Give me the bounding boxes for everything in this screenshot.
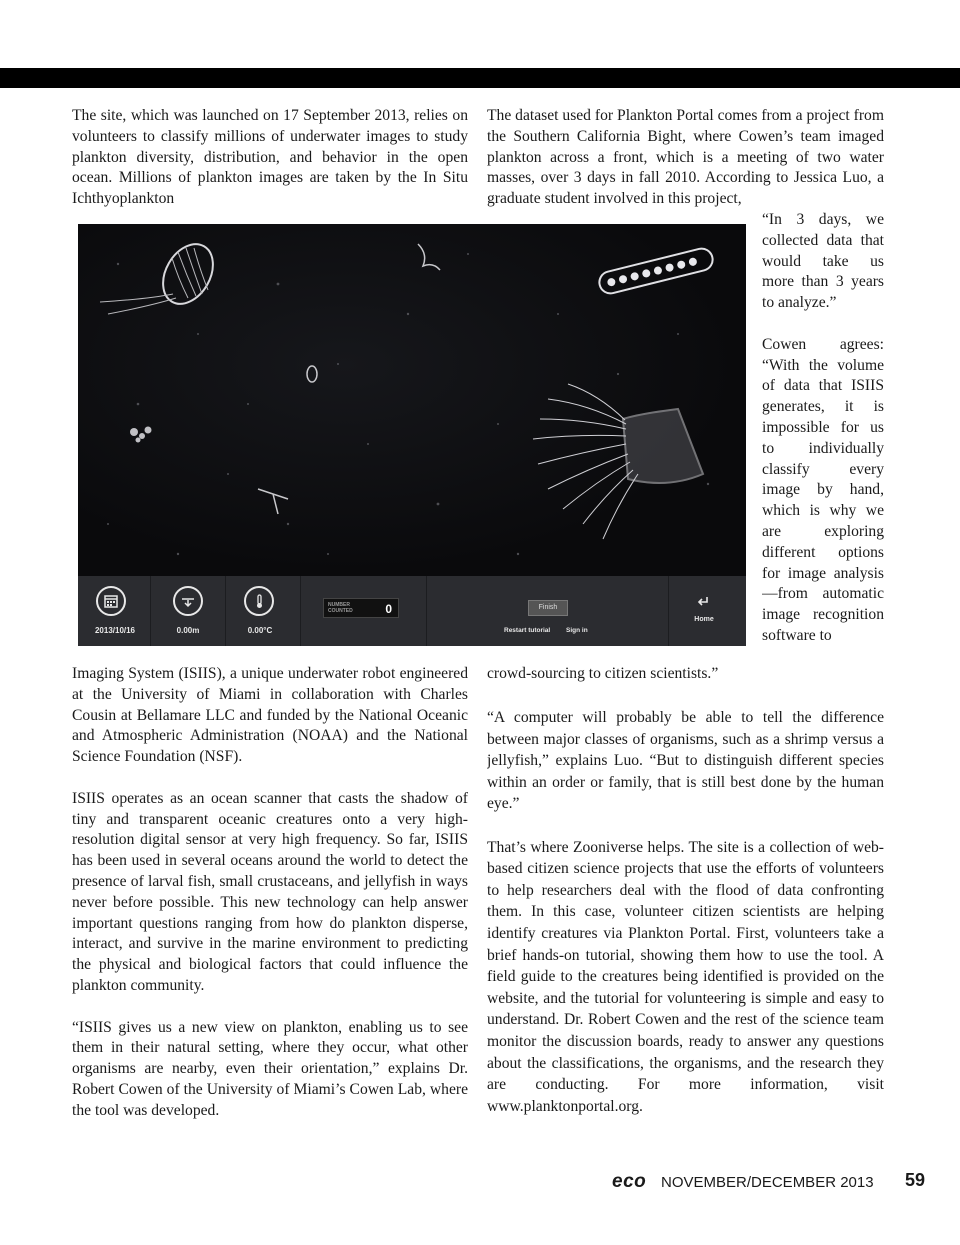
- portal-toolbar: [78, 576, 746, 646]
- thermometer-icon[interactable]: [244, 586, 274, 616]
- cowen-quote-paragraph: “ISIIS gives us a new view on plankton, enabling us to see them in their natural setting, where they occur, what other organisms are nearby, even their orientation,” explains Dr. Robert Cowen of the University of Miami’s Cowen Lab, where the tool was developed.: [72, 1018, 468, 1119]
- dataset-paragraph: The dataset used for Plankton Portal comes from a project from the Southern California Bight, where Cowen’s team imaged plankton across a front, which is a meeting of two water masses, over 3 days in fall 2010. According to Jessica Luo, a graduate student involved in this project,: [487, 107, 884, 208]
- toolbar-divider: [426, 576, 427, 646]
- restart-tutorial-link[interactable]: Restart tutorial: [504, 627, 551, 634]
- number-counted-display: [323, 598, 399, 618]
- crowd-sourcing-line: crowd-sourcing to citizen scientists.”: [487, 665, 719, 682]
- plankton-portal-screenshot: [78, 224, 746, 646]
- page-footer: [612, 1170, 938, 1194]
- zooniverse-paragraph: That’s where Zooniverse helps. The site is a collection of web-based citizen science projects that use the efforts of volunteers to help researchers deal with the flood of data confronting them. In this case, volunteer citizen scientists are helping identify creatures via Plankton Portal. First, volunteers take a brief hands-on tutorial, showing them how to use the tool. A field guide to the creatures being identified is provided on the website, and the tutorial for volunteering is simple and easy to understand. Dr. Robert Cowen and the rest of the science team monitor the discussion boards, ready to answer any questions about the classifications, the organisms, and the research they are conducting. For more information, visit www.planktonportal.org.: [487, 838, 884, 1115]
- return-arrow-icon[interactable]: [696, 596, 710, 610]
- left-column-intro: [72, 106, 468, 210]
- depth-gauge-icon[interactable]: [173, 586, 203, 616]
- cowen-agrees-paragraph: Cowen agrees: “With the volume of data that ISIIS generates, it is impossible for us to individually classify every image by hand, which is why we are exploring different options for image analysis—from automatic image recognition software to: [762, 335, 884, 644]
- issue-date: NOVEMBER/DECEMBER 2013: [661, 1174, 874, 1191]
- luo-explains-paragraph: “A computer will probably be able to tell the difference between major classes of organisms, such as a shrimp versus a jellyfish,” explains Luo. “But to distinguish different species within an order or family, that is still best done by the human eye.”: [487, 709, 884, 813]
- right-column-crowd-line: [487, 664, 884, 686]
- counter-value: 0: [385, 602, 392, 616]
- counter-label: NUMBER COUNTED: [328, 602, 353, 614]
- toolbar-divider: [150, 576, 151, 646]
- intro-paragraph: The site, which was launched on 17 September 2013, relies on volunteers to classify millions of underwater images to study plankton diversity, distribution, and behavior in the open ocean. Millions of plankton images are taken by the In Situ Ichthyoplankton: [72, 107, 468, 208]
- toolbar-divider: [668, 576, 669, 646]
- isiis-description-paragraph: Imaging System (ISIIS), a unique underwater robot engineered at the University of Miami in collaboration with Charles Cousin at Bellamare LLC and funded by the National Oceanic and Atmospheric Administration (NOAA) and the National Science Foundation (NSF).: [72, 665, 468, 766]
- right-column-body: [487, 707, 884, 1147]
- toolbar-divider: [225, 576, 226, 646]
- sign-in-link[interactable]: Sign in: [566, 627, 588, 634]
- toolbar-divider: [300, 576, 301, 646]
- isiis-operation-paragraph: ISIIS operates as an ocean scanner that casts the shadow of tiny and transparent oceanic creatures onto a very high-resolution digital sensor at very high frequency. So far, ISIIS has been used in several oceans around the world to detect the presence of larval fish, small crustaceans, and jellyfish in ways never before possible. This new technology can help answer important questions ranging from how do plankton disperse, interact, and survive in the marine environment to predicting the physical and biological factors that could influence the plankton community.: [72, 789, 468, 994]
- right-column-top: [487, 106, 884, 210]
- luo-quote: “In 3 days, we collected data that would take us more than 3 years to analyze.”: [762, 211, 884, 312]
- date-value: 2013/10/16: [94, 626, 136, 635]
- finish-button[interactable]: Finish: [528, 600, 568, 616]
- magazine-name: eco: [612, 1171, 647, 1192]
- top-black-bar: [0, 68, 960, 88]
- page-number: 59: [905, 1170, 926, 1190]
- calendar-icon[interactable]: [96, 586, 126, 616]
- temperature-value: 0.00°C: [247, 626, 273, 635]
- depth-value: 0.00m: [176, 626, 200, 635]
- plankton-illustration: [78, 224, 746, 576]
- left-column-body: [72, 664, 468, 1144]
- right-narrow-column: [762, 210, 884, 668]
- home-button-label[interactable]: Home: [694, 616, 714, 623]
